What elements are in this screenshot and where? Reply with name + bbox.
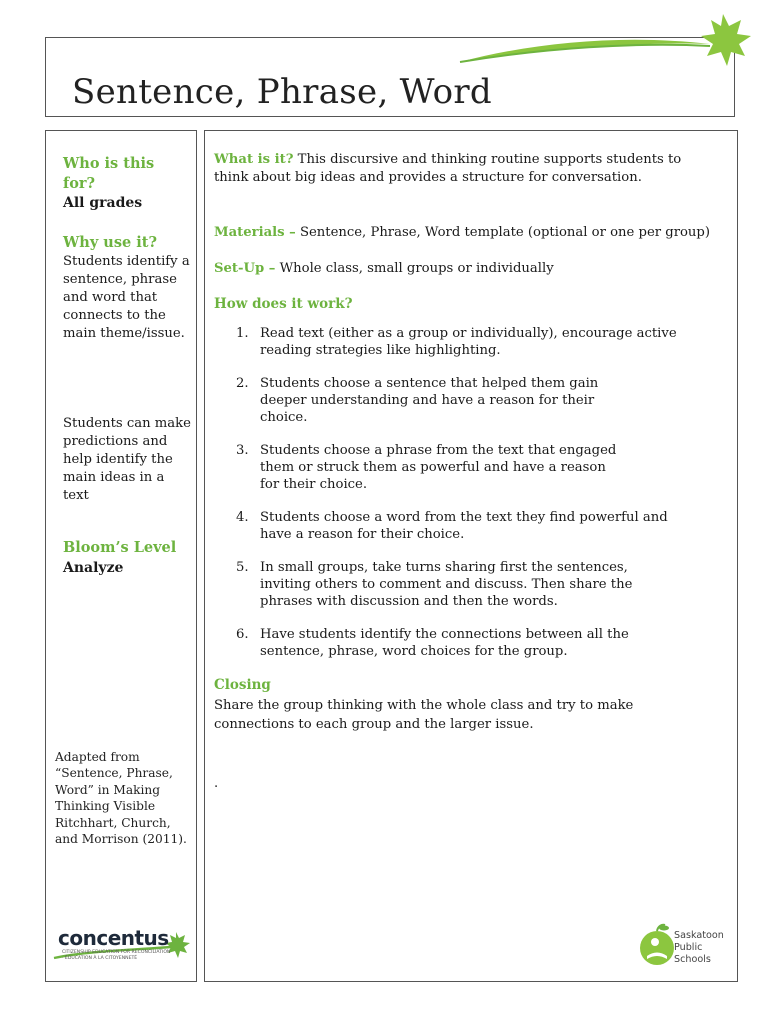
why-paragraph-2: Students can make predictions and help identify the main ideas in a text: [63, 416, 191, 503]
apple-reader-icon: [636, 922, 678, 968]
step-text: Have students identify the connections between all the sentence, phrase, word choices for the group.: [260, 627, 629, 659]
step-number: 2.: [236, 376, 249, 391]
why-heading: Why use it?: [63, 234, 157, 251]
what-text: This discursive and thinking routine supports students to think about big ideas and provides a structure for conversation.: [214, 152, 682, 185]
setup-label: Set-Up –: [214, 261, 276, 276]
list-item: [236, 375, 626, 426]
step-text: Read text (either as a group or individually), encourage active reading strategies like highlighting.: [260, 326, 677, 358]
materials-section: [214, 224, 719, 242]
closing-heading: Closing: [214, 677, 271, 693]
page-title: Sentence, Phrase, Word: [72, 72, 492, 112]
materials-text: Sentence, Phrase, Word template (optional or one per group): [295, 225, 711, 240]
attribution-note: Adapted from “Sentence, Phrase, Word” in Making Thinking Visible Ritchhart, Church, and Morrison (2011).: [55, 750, 187, 847]
blooms-value: Analyze: [63, 560, 124, 576]
step-text: Students choose a word from the text they find powerful and have a reason for their choice.: [260, 510, 668, 542]
closing-text: Share the group thinking with the whole class and try to make connections to each group and the larger issue.: [214, 698, 634, 732]
list-item: [236, 509, 686, 543]
step-text: Students choose a phrase from the text that engaged them or struck them as powerful and have a reason for their choice.: [260, 443, 617, 492]
concentus-wordmark: concentus: [58, 926, 169, 950]
materials-label: Materials –: [214, 225, 296, 240]
step-number: 4.: [236, 510, 249, 525]
who-value: All grades: [63, 195, 143, 211]
step-number: 1.: [236, 326, 249, 341]
list-item: [236, 559, 666, 610]
setup-text: Whole class, small groups or individually: [275, 261, 554, 276]
saskatoon-public-schools-logo-text: Saskatoon Public Schools: [674, 930, 724, 965]
trailing-dot: .: [214, 776, 219, 791]
setup-section: [214, 260, 719, 278]
step-number: 3.: [236, 443, 249, 458]
blooms-heading: Bloom’s Level: [63, 539, 177, 556]
maple-leaf-swoosh-icon: [455, 12, 765, 72]
concentus-tagline: CITIZENSHIP EDUCATION FOR RECONCILIATION · ÉDUCATION À LA CITOYENNETÉ: [62, 950, 171, 961]
list-item: [236, 626, 656, 660]
step-text: In small groups, take turns sharing first the sentences, inviting others to comment and discuss. Then share the phrases with discussion and then the words.: [260, 560, 633, 609]
how-heading: How does it work?: [214, 296, 353, 312]
who-heading: Who is this for?: [63, 155, 155, 192]
step-number: 5.: [236, 560, 249, 575]
why-paragraph-1: Students identify a sentence, phrase and word that connects to the main theme/issue.: [63, 254, 190, 341]
list-item: [236, 325, 686, 359]
list-item: [236, 442, 626, 493]
what-label: What is it?: [214, 152, 294, 167]
what-section: [214, 151, 719, 187]
step-number: 6.: [236, 627, 249, 642]
step-text: Students choose a sentence that helped them gain deeper understanding and have a reason for their choice.: [260, 376, 599, 425]
main-content: [204, 130, 738, 982]
